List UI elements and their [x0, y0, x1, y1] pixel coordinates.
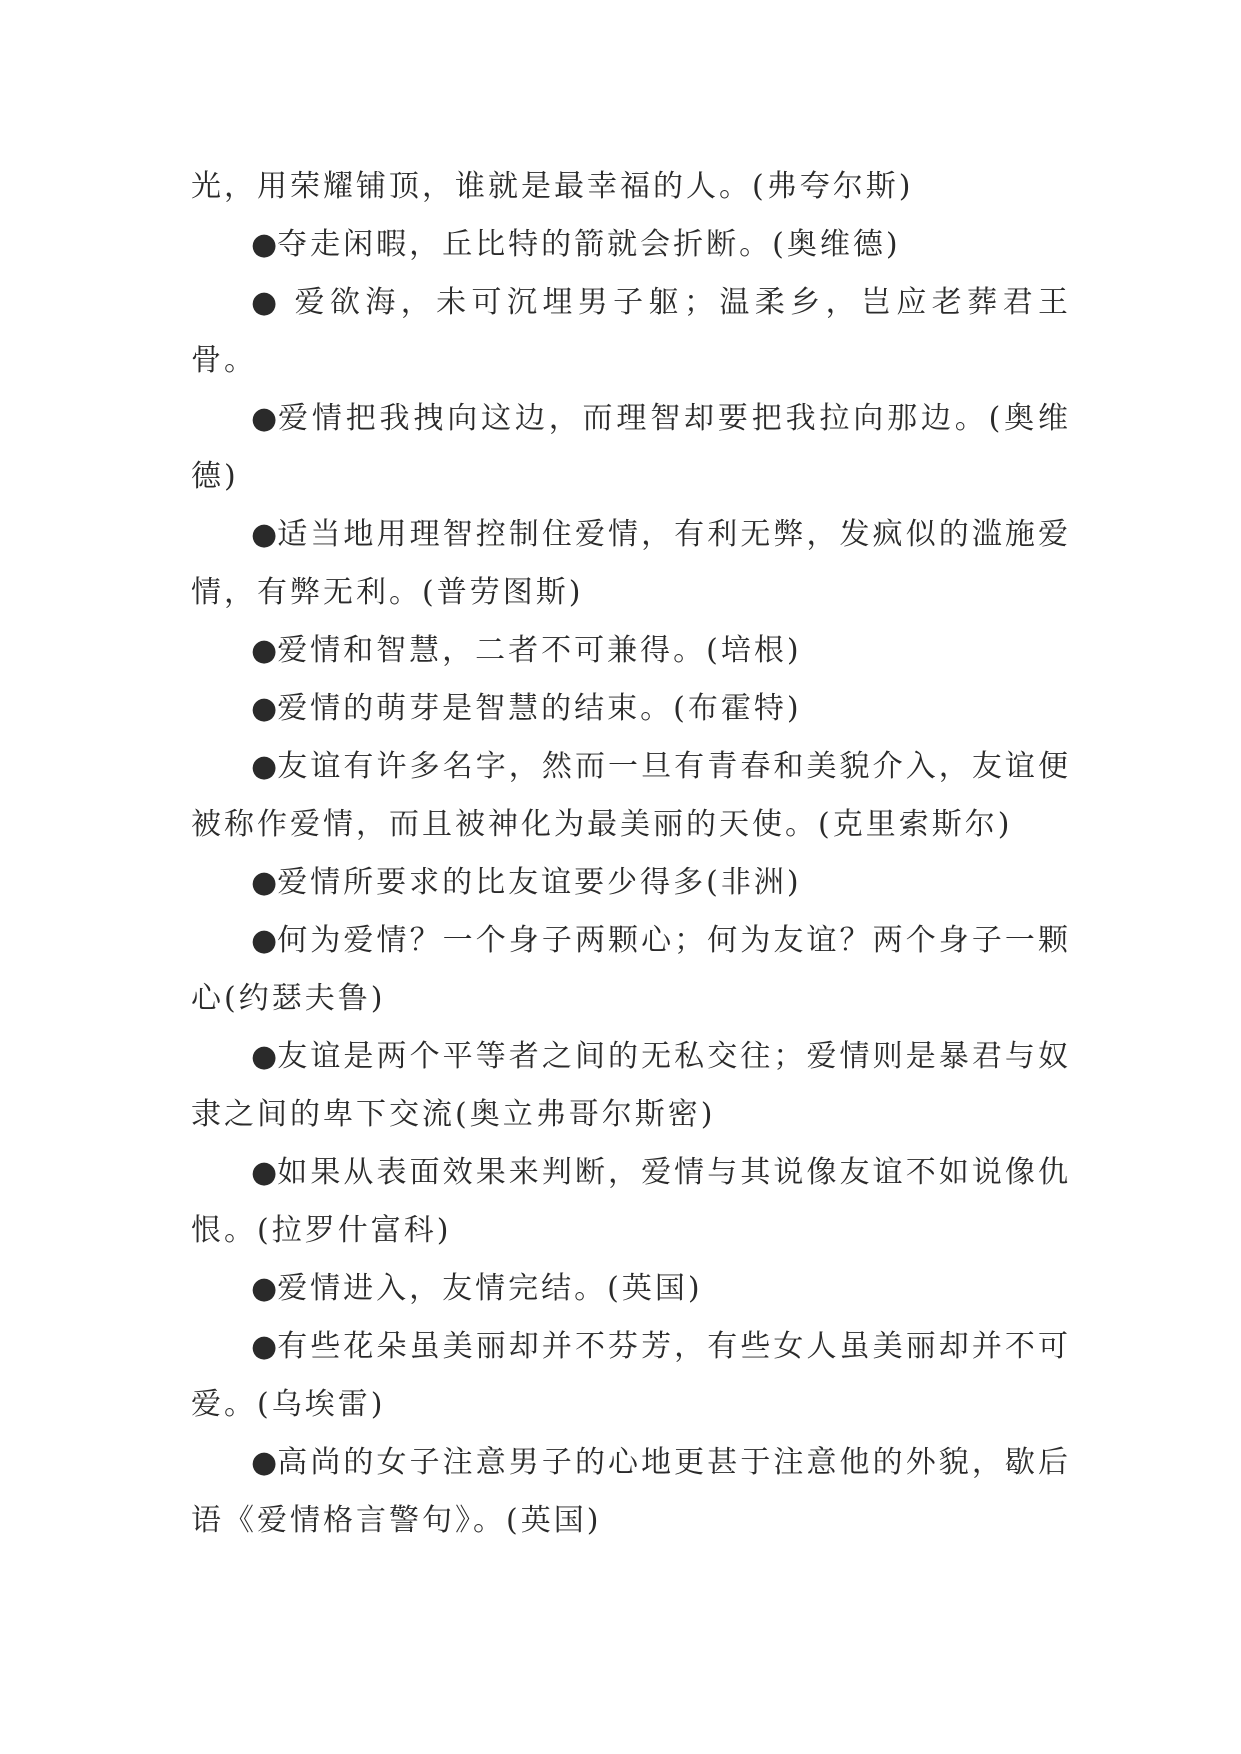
quote-paragraph-13: [191, 1318, 1071, 1434]
bullet-icon: ●: [251, 227, 278, 262]
paragraph-text: 爱情和智慧，二者不可兼得。(培根): [277, 633, 802, 668]
paragraph-text: 友谊是两个平等者之间的无私交往；爱情则是暴君与奴隶之间的卑下交流(奥立弗哥尔斯密): [191, 1039, 1072, 1132]
quote-paragraph-6: [191, 680, 1071, 738]
paragraph-text: 爱情把我拽向这边，而理智却要把我拉向那边。(奥维德): [191, 401, 1071, 494]
paragraph-text: 适当地用理智控制住爱情，有利无弊，发疯似的滥施爱情，有弊无利。(普劳图斯): [191, 517, 1072, 610]
paragraph-text: 光，用荣耀铺顶，谁就是最幸福的人。(弗夸尔斯): [191, 169, 914, 204]
quote-paragraph-12: [191, 1260, 1071, 1318]
quote-paragraph-5: [191, 622, 1071, 680]
bullet-icon: ●: [251, 1155, 278, 1190]
quote-paragraph-9: [191, 912, 1071, 1028]
bullet-icon: ●: [251, 1329, 278, 1364]
bullet-icon: ●: [251, 1271, 278, 1306]
bullet-icon: ●: [251, 691, 278, 726]
bullet-icon: ●: [251, 517, 278, 552]
bullet-icon: ●: [251, 1039, 278, 1074]
bullet-icon: ●: [251, 749, 278, 784]
quote-paragraph-3: [191, 390, 1071, 506]
bullet-icon: ●: [251, 1445, 278, 1480]
paragraph-text: 如果从表面效果来判断，爱情与其说像友谊不如说像仇恨。(拉罗什富科): [191, 1155, 1072, 1248]
paragraph-text: 爱情的萌芽是智慧的结束。(布霍特): [277, 691, 802, 726]
bullet-icon: ●: [251, 285, 280, 320]
paragraph-text: 友谊有许多名字，然而一旦有青春和美貌介入，友谊便被称作爱情，而且被神化为最美丽的天使。(克里索斯尔): [191, 749, 1072, 842]
paragraph-text: 爱情进入，友情完结。(英国): [277, 1271, 703, 1306]
quote-paragraph-14: [191, 1434, 1071, 1550]
paragraph-0: [191, 158, 1071, 216]
bullet-icon: ●: [251, 865, 278, 900]
bullet-icon: ●: [251, 633, 278, 668]
paragraph-text: 爱情所要求的比友谊要少得多(非洲): [277, 865, 802, 900]
paragraph-text: 夺走闲暇，丘比特的箭就会折断。(奥维德): [277, 227, 901, 262]
document-body: [191, 158, 1071, 1550]
bullet-icon: ●: [251, 923, 278, 958]
quote-paragraph-8: [191, 854, 1071, 912]
paragraph-text: 高尚的女子注意男子的心地更甚于注意他的外貌，歇后语《爱情格言警句》。(英国): [191, 1445, 1072, 1538]
quote-paragraph-7: [191, 738, 1071, 854]
quote-paragraph-11: [191, 1144, 1071, 1260]
quote-paragraph-10: [191, 1028, 1071, 1144]
quote-paragraph-1: [191, 216, 1071, 274]
paragraph-text: 何为爱情？一个身子两颗心；何为友谊？两个身子一颗心(约瑟夫鲁): [191, 923, 1072, 1016]
quote-paragraph-2: [191, 274, 1071, 390]
quote-paragraph-4: [191, 506, 1071, 622]
paragraph-text: 有些花朵虽美丽却并不芬芳，有些女人虽美丽却并不可爱。(乌埃雷): [191, 1329, 1072, 1422]
paragraph-text: 爱欲海，未可沉埋男子躯；温柔乡，岂应老葬君王骨。: [191, 285, 1071, 378]
bullet-icon: ●: [251, 401, 279, 436]
